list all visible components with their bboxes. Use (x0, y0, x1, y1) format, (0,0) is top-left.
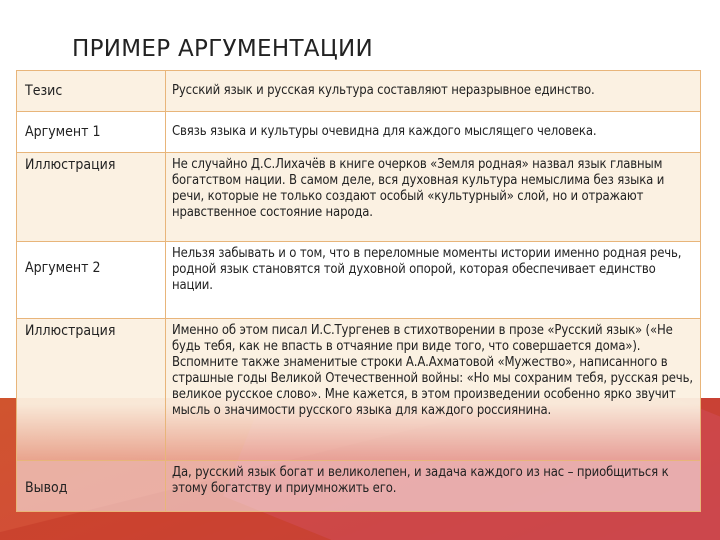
row-text: Русский язык и русская культура составляют неразрывное единство. (166, 71, 701, 112)
row-label: Иллюстрация (17, 153, 166, 242)
table-row (17, 153, 701, 242)
row-label: Аргумент 1 (17, 112, 166, 153)
table-row (17, 112, 701, 153)
row-text: Да, русский язык богат и великолепен, и задача каждого из нас – приобщиться к этому богатству и приумножить его. (166, 461, 701, 512)
row-text: Нельзя забывать и о том, что в переломные моменты истории именно родная речь, родной язык становятся той духовной опорой, которая обеспечивает единство нации. (166, 242, 701, 319)
row-text: Связь языка и культуры очевидна для каждого мыслящего человека. (166, 112, 701, 153)
row-label: Вывод (17, 461, 166, 512)
slide-title: ПРИМЕР АРГУМЕНТАЦИИ (72, 36, 373, 62)
row-text: Не случайно Д.С.Лихачёв в книге очерков «Земля родная» назвал язык главным богатством нации. В самом деле, вся духовная культура немыслима без языка и речи, которые не только создают особый «культурный» слой, но и отражают нравственное состояние народа. (166, 153, 701, 242)
table-row (17, 461, 701, 512)
row-label: Аргумент 2 (17, 242, 166, 319)
argument-table (16, 70, 701, 512)
row-label: Иллюстрация (17, 319, 166, 461)
table-row (17, 319, 701, 461)
row-text: Именно об этом писал И.С.Тургенев в стихотворении в прозе «Русский язык» («Не будь тебя, как не впасть в отчаяние при виде того, что совершается дома»). Вспомните также знаменитые строки А.А.Ахматовой «Мужество», написанного в страшные годы Великой Отечественной войны: «Но мы сохраним тебя, русская речь, великое русское слово». Мне кажется, в этом произведении особенно ярко звучит мысль о значимости русского языка для каждого россиянина. (166, 319, 701, 461)
table-row (17, 242, 701, 319)
row-label: Тезис (17, 71, 166, 112)
table-row (17, 71, 701, 112)
